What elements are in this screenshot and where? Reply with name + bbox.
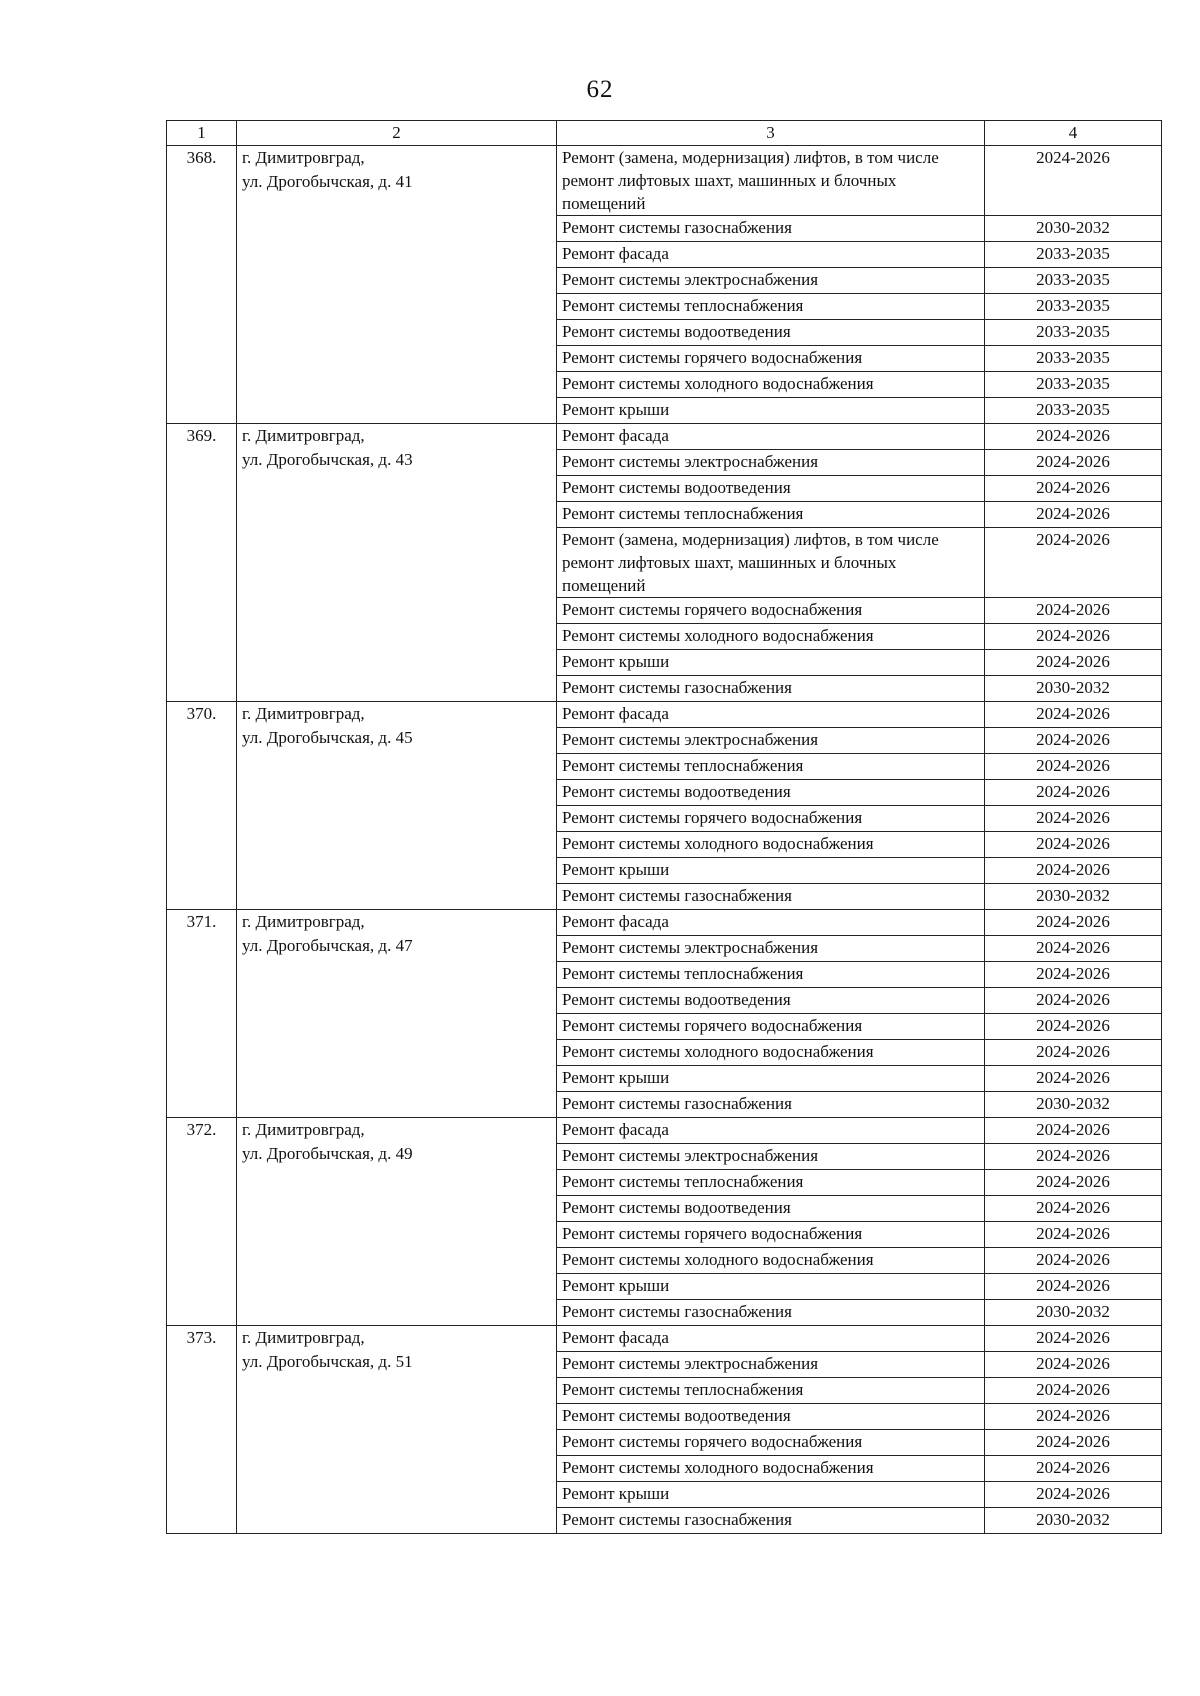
work-period: 2024-2026 xyxy=(985,476,1162,502)
column-header-4: 4 xyxy=(985,121,1162,146)
address-city: г. Димитровград, xyxy=(242,704,365,723)
work-period: 2024-2026 xyxy=(985,832,1162,858)
table-row xyxy=(167,702,1162,728)
work-type: Ремонт системы газоснабжения xyxy=(557,1508,985,1534)
work-type: Ремонт системы холодного водоснабжения xyxy=(557,1248,985,1274)
work-period: 2024-2026 xyxy=(985,780,1162,806)
work-period: 2033-2035 xyxy=(985,294,1162,320)
work-period: 2024-2026 xyxy=(985,598,1162,624)
table-body xyxy=(167,146,1162,1534)
entry-number: 372. xyxy=(167,1118,237,1326)
work-type: Ремонт системы теплоснабжения xyxy=(557,754,985,780)
work-period: 2024-2026 xyxy=(985,1014,1162,1040)
work-type: Ремонт системы теплоснабжения xyxy=(557,294,985,320)
work-type: Ремонт фасада xyxy=(557,424,985,450)
work-period: 2024-2026 xyxy=(985,624,1162,650)
column-header-2: 2 xyxy=(237,121,557,146)
work-period: 2030-2032 xyxy=(985,1092,1162,1118)
work-type: Ремонт системы горячего водоснабжения xyxy=(557,346,985,372)
work-period: 2024-2026 xyxy=(985,1352,1162,1378)
work-period: 2030-2032 xyxy=(985,1300,1162,1326)
address-city: г. Димитровград, xyxy=(242,426,365,445)
table-row xyxy=(167,1326,1162,1352)
work-type: Ремонт системы электроснабжения xyxy=(557,728,985,754)
capital-repair-table xyxy=(166,120,1162,1534)
work-type: Ремонт крыши xyxy=(557,1066,985,1092)
work-type: Ремонт системы холодного водоснабжения xyxy=(557,1456,985,1482)
work-type: Ремонт системы холодного водоснабжения xyxy=(557,372,985,398)
work-type: Ремонт фасада xyxy=(557,702,985,728)
work-type: Ремонт системы холодного водоснабжения xyxy=(557,832,985,858)
work-period: 2024-2026 xyxy=(985,1196,1162,1222)
work-period: 2024-2026 xyxy=(985,450,1162,476)
work-period: 2024-2026 xyxy=(985,1040,1162,1066)
work-type: Ремонт крыши xyxy=(557,398,985,424)
work-period: 2024-2026 xyxy=(985,528,1162,598)
work-period: 2030-2032 xyxy=(985,884,1162,910)
address-street: ул. Дрогобычская, д. 41 xyxy=(242,172,413,191)
table-row xyxy=(167,910,1162,936)
address-city: г. Димитровград, xyxy=(242,1120,365,1139)
work-type: Ремонт системы газоснабжения xyxy=(557,884,985,910)
work-period: 2033-2035 xyxy=(985,320,1162,346)
table-row xyxy=(167,424,1162,450)
work-period: 2024-2026 xyxy=(985,1248,1162,1274)
work-type: Ремонт системы водоотведения xyxy=(557,1196,985,1222)
entry-address xyxy=(237,146,557,424)
address-street: ул. Дрогобычская, д. 43 xyxy=(242,450,413,469)
entry-address xyxy=(237,424,557,702)
work-period: 2024-2026 xyxy=(985,988,1162,1014)
work-type: Ремонт системы электроснабжения xyxy=(557,1144,985,1170)
work-period: 2024-2026 xyxy=(985,1482,1162,1508)
work-type: Ремонт фасада xyxy=(557,1326,985,1352)
entry-number: 368. xyxy=(167,146,237,424)
address-street: ул. Дрогобычская, д. 49 xyxy=(242,1144,413,1163)
work-period: 2024-2026 xyxy=(985,1222,1162,1248)
work-type: Ремонт системы электроснабжения xyxy=(557,936,985,962)
work-period: 2024-2026 xyxy=(985,1430,1162,1456)
work-period: 2030-2032 xyxy=(985,1508,1162,1534)
work-type: Ремонт крыши xyxy=(557,650,985,676)
work-period: 2033-2035 xyxy=(985,268,1162,294)
work-type: Ремонт системы водоотведения xyxy=(557,1404,985,1430)
work-type: Ремонт фасада xyxy=(557,910,985,936)
address-street: ул. Дрогобычская, д. 47 xyxy=(242,936,413,955)
work-type: Ремонт системы теплоснабжения xyxy=(557,502,985,528)
work-type: Ремонт системы электроснабжения xyxy=(557,450,985,476)
table-row xyxy=(167,146,1162,216)
entry-address xyxy=(237,1118,557,1326)
work-type: Ремонт системы газоснабжения xyxy=(557,1092,985,1118)
work-type: Ремонт (замена, модернизация) лифтов, в том числе ремонт лифтовых шахт, машинных и блочных помещений xyxy=(557,528,985,598)
work-period: 2033-2035 xyxy=(985,398,1162,424)
work-period: 2033-2035 xyxy=(985,346,1162,372)
work-period: 2024-2026 xyxy=(985,502,1162,528)
work-period: 2024-2026 xyxy=(985,1118,1162,1144)
work-period: 2024-2026 xyxy=(985,650,1162,676)
work-type: Ремонт крыши xyxy=(557,858,985,884)
work-period: 2024-2026 xyxy=(985,858,1162,884)
entry-address xyxy=(237,1326,557,1534)
work-period: 2024-2026 xyxy=(985,1144,1162,1170)
work-type: Ремонт системы водоотведения xyxy=(557,988,985,1014)
work-type: Ремонт системы газоснабжения xyxy=(557,676,985,702)
work-type: Ремонт системы водоотведения xyxy=(557,780,985,806)
work-type: Ремонт (замена, модернизация) лифтов, в том числе ремонт лифтовых шахт, машинных и блочных помещений xyxy=(557,146,985,216)
address-street: ул. Дрогобычская, д. 51 xyxy=(242,1352,413,1371)
work-period: 2033-2035 xyxy=(985,372,1162,398)
work-type: Ремонт крыши xyxy=(557,1482,985,1508)
work-period: 2024-2026 xyxy=(985,806,1162,832)
work-type: Ремонт системы газоснабжения xyxy=(557,1300,985,1326)
work-period: 2024-2026 xyxy=(985,1378,1162,1404)
entry-address xyxy=(237,702,557,910)
entry-number: 369. xyxy=(167,424,237,702)
work-type: Ремонт системы электроснабжения xyxy=(557,1352,985,1378)
work-period: 2024-2026 xyxy=(985,962,1162,988)
address-city: г. Димитровград, xyxy=(242,1328,365,1347)
entry-address xyxy=(237,910,557,1118)
work-period: 2024-2026 xyxy=(985,754,1162,780)
work-type: Ремонт крыши xyxy=(557,1274,985,1300)
work-type: Ремонт системы теплоснабжения xyxy=(557,962,985,988)
work-type: Ремонт системы водоотведения xyxy=(557,320,985,346)
work-type: Ремонт системы газоснабжения xyxy=(557,216,985,242)
work-type: Ремонт системы теплоснабжения xyxy=(557,1378,985,1404)
work-type: Ремонт системы горячего водоснабжения xyxy=(557,598,985,624)
work-period: 2024-2026 xyxy=(985,1404,1162,1430)
work-period: 2024-2026 xyxy=(985,936,1162,962)
entry-number: 370. xyxy=(167,702,237,910)
work-type: Ремонт системы электроснабжения xyxy=(557,268,985,294)
work-period: 2024-2026 xyxy=(985,1326,1162,1352)
address-city: г. Димитровград, xyxy=(242,148,365,167)
work-type: Ремонт фасада xyxy=(557,1118,985,1144)
work-period: 2033-2035 xyxy=(985,242,1162,268)
work-type: Ремонт системы горячего водоснабжения xyxy=(557,1014,985,1040)
work-type: Ремонт системы горячего водоснабжения xyxy=(557,1222,985,1248)
work-type: Ремонт системы холодного водоснабжения xyxy=(557,624,985,650)
work-period: 2024-2026 xyxy=(985,1170,1162,1196)
work-type: Ремонт системы горячего водоснабжения xyxy=(557,806,985,832)
column-header-3: 3 xyxy=(557,121,985,146)
work-period: 2024-2026 xyxy=(985,424,1162,450)
work-type: Ремонт системы теплоснабжения xyxy=(557,1170,985,1196)
work-period: 2024-2026 xyxy=(985,1274,1162,1300)
work-period: 2030-2032 xyxy=(985,676,1162,702)
work-period: 2024-2026 xyxy=(985,728,1162,754)
work-period: 2030-2032 xyxy=(985,216,1162,242)
page-number: 62 xyxy=(586,76,614,103)
address-street: ул. Дрогобычская, д. 45 xyxy=(242,728,413,747)
work-type: Ремонт системы водоотведения xyxy=(557,476,985,502)
work-type: Ремонт системы холодного водоснабжения xyxy=(557,1040,985,1066)
work-period: 2024-2026 xyxy=(985,702,1162,728)
work-period: 2024-2026 xyxy=(985,910,1162,936)
table-header-row xyxy=(167,121,1162,146)
column-header-1: 1 xyxy=(167,121,237,146)
entry-number: 373. xyxy=(167,1326,237,1534)
table-row xyxy=(167,1118,1162,1144)
work-period: 2024-2026 xyxy=(985,1066,1162,1092)
work-period: 2024-2026 xyxy=(985,1456,1162,1482)
address-city: г. Димитровград, xyxy=(242,912,365,931)
work-type: Ремонт системы горячего водоснабжения xyxy=(557,1430,985,1456)
work-period: 2024-2026 xyxy=(985,146,1162,216)
work-type: Ремонт фасада xyxy=(557,242,985,268)
entry-number: 371. xyxy=(167,910,237,1118)
